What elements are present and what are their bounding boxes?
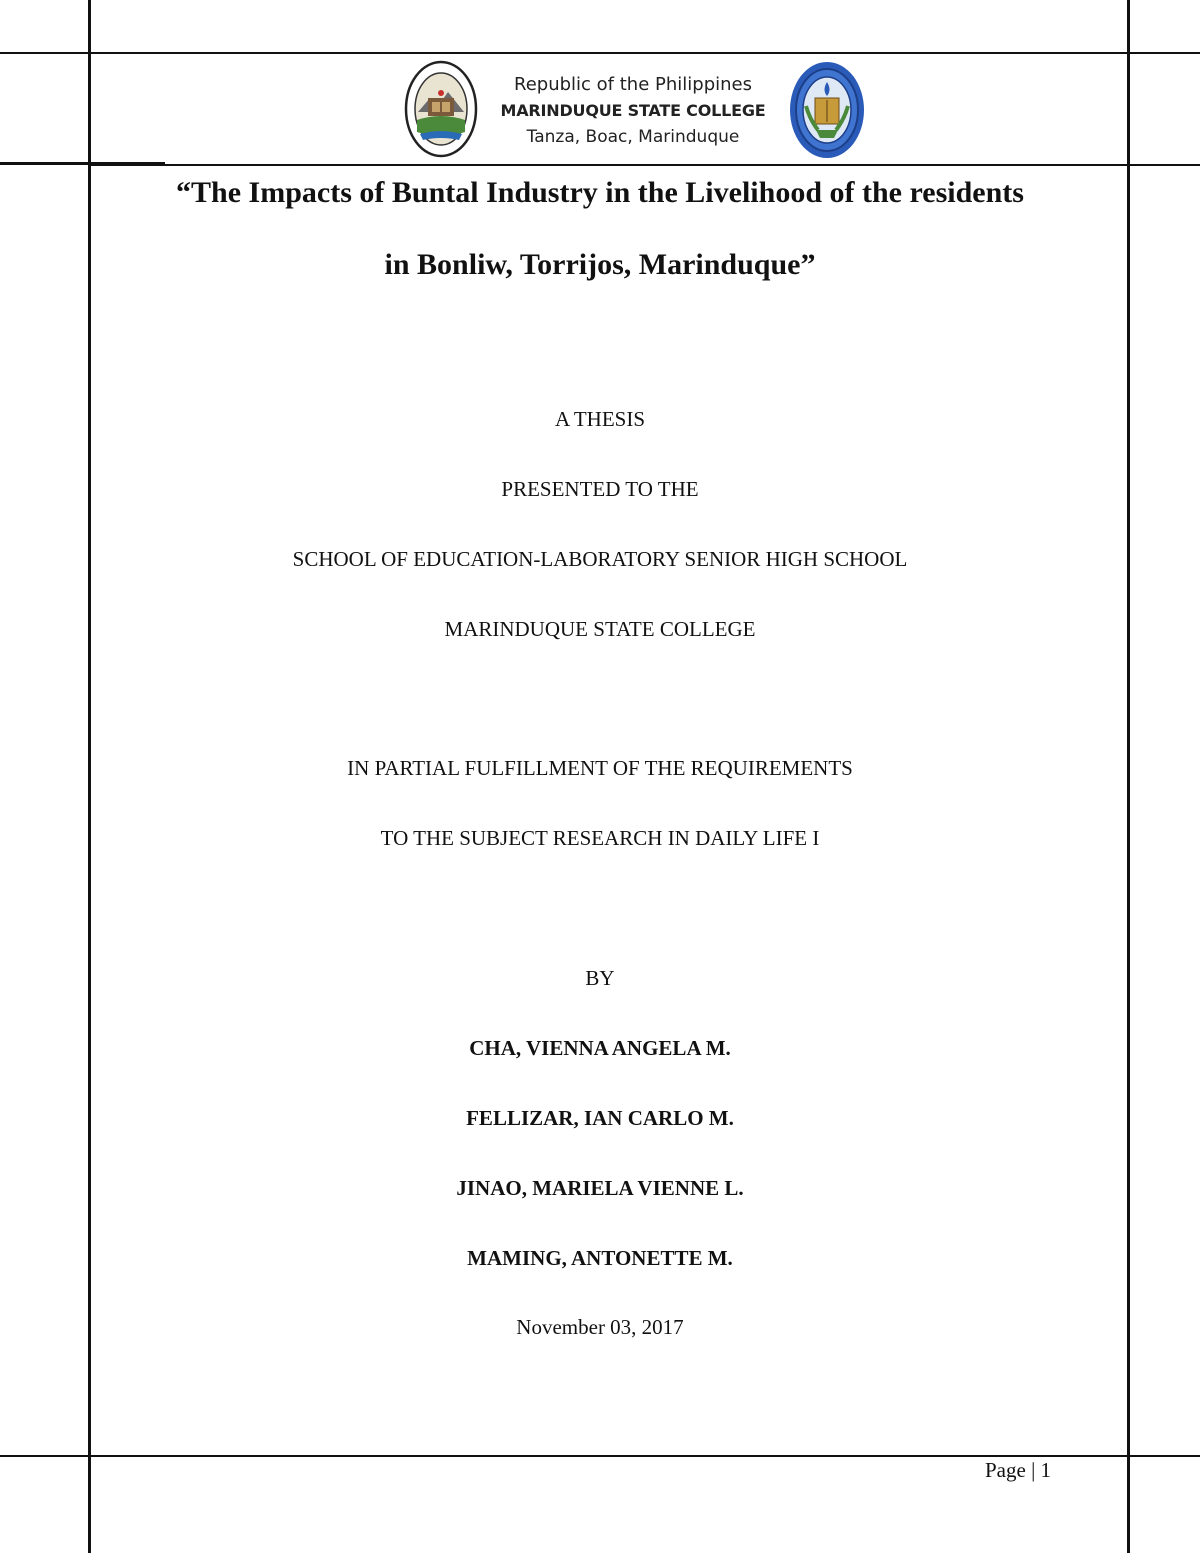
author-name: FELLIZAR, IAN CARLO M. [466,1106,734,1130]
header-bottom-rule-left [0,162,165,165]
footer-top-rule [0,1455,1200,1457]
presented-to-line: PRESENTED TO THE [501,477,699,501]
letterhead [478,72,788,150]
college-seal-icon [404,60,478,158]
subject-line: TO THE SUBJECT RESEARCH IN DAILY LIFE I [380,826,820,850]
thesis-title-line-1: “The Impacts of Buntal Industry in the Livelihood of the residents [176,176,1024,209]
page-number: Page | 1 [985,1458,1052,1482]
school-seal-icon [788,60,866,160]
thesis-label: A THESIS [554,407,646,431]
letterhead-country: Republic of the Philippines [514,74,752,95]
thesis-title-line-2: in Bonliw, Torrijos, Marinduque” [384,248,816,281]
author-name: CHA, VIENNA ANGELA M. [469,1036,731,1060]
letterhead-college: MARINDUQUE STATE COLLEGE [500,101,766,120]
author-name: MAMING, ANTONETTE M. [467,1246,733,1270]
header-top-rule [0,52,1200,54]
author-name: JINAO, MARIELA VIENNE L. [456,1176,744,1200]
school-line: SCHOOL OF EDUCATION-LABORATORY SENIOR HIGH SCHOOL [292,547,908,571]
partial-fulfillment-line: IN PARTIAL FULFILLMENT OF THE REQUIREMENTS [347,756,853,780]
right-margin-rule [1127,0,1130,1553]
college-line: MARINDUQUE STATE COLLEGE [444,617,756,641]
header-bottom-rule [88,164,1200,166]
left-margin-rule [88,0,91,1553]
letterhead-address: Tanza, Boac, Marinduque [526,127,740,147]
submission-date: November 03, 2017 [516,1315,684,1339]
by-label: BY [585,966,615,990]
